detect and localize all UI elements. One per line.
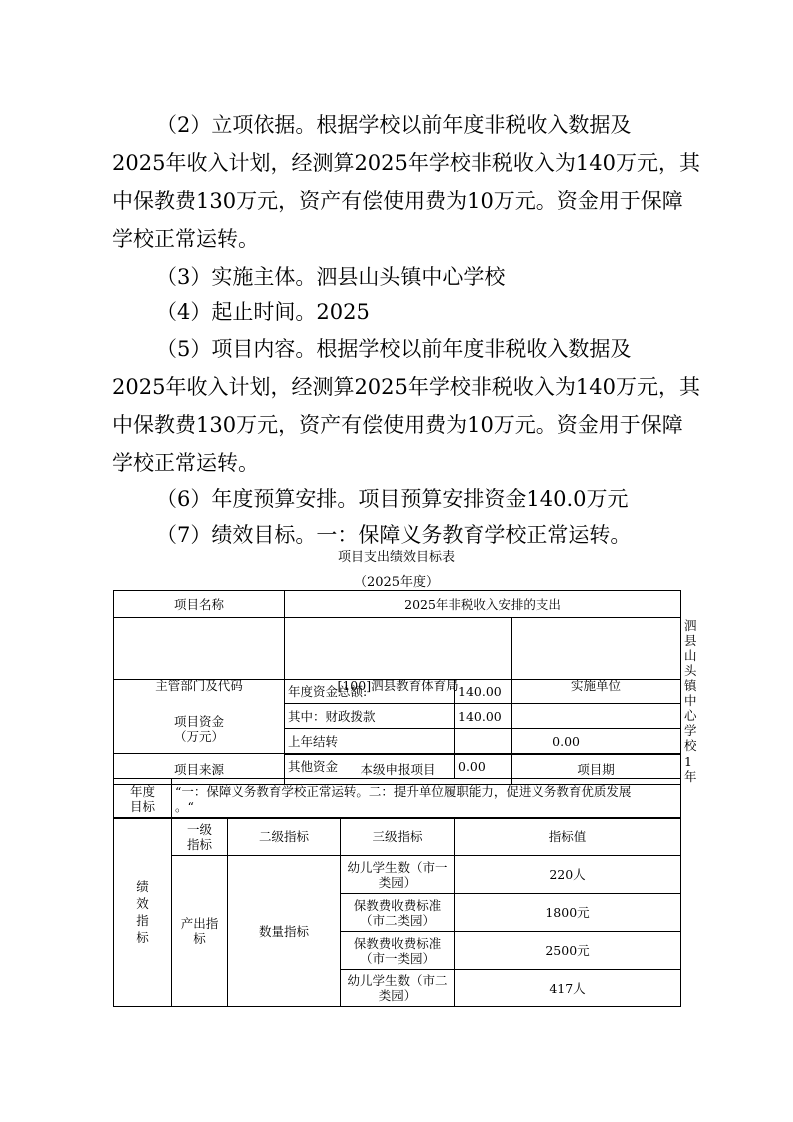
table-row [114,818,681,856]
indicator-value: 1800元 [455,894,681,932]
indicator-name: 保教费收费标准 （市一类园） [341,932,455,970]
table-row [114,856,681,894]
fund-fiscal-label: 其中：财政拨款 [285,704,455,729]
indicator-name: 保教费收费标准 （市二类园） [341,894,455,932]
dept-label: 主管部门及代码 [114,618,285,754]
table-row: 主管部门及代码 [100]泗县教育体育局 实施单位 泗县山头镇中心学 校 [114,618,681,754]
fund-total-value: 140.00 [455,680,681,704]
table-title: 项目支出绩效目标表 [337,550,455,565]
dept-value: [100]泗县教育体育局 [285,618,512,754]
fund-other-label: 其他资金 [285,755,455,779]
paragraph-basis-line-3: 中保教费130万元，资产有偿使用费为10万元。资金用于保障 [112,189,683,213]
paragraph-content-line-3: 中保教费130万元，资产有偿使用费为10万元。资金用于保障 [112,413,683,437]
output-indicator-label: 产出指 标 [172,856,228,1007]
paragraph-basis-line-2: 2025年收入计划，经测算2025年学校非税收入为140万元，其 [112,151,700,175]
fund-label: 项目资金 （万元） [114,680,285,779]
fund-carry-label: 上年结转 [285,729,455,755]
table-row [114,779,681,819]
indicator-name: 幼儿学生数（市一 类园） [341,856,455,894]
fund-fiscal-value: 140.00 [455,704,681,729]
paragraph-basis-line-1: （2）立项依据。根据学校以前年度非税收入数据及 [156,113,632,137]
level3-header: 三级指标 [341,818,455,856]
level2-header: 二级指标 [228,818,341,856]
indicator-value: 2500元 [455,932,681,970]
table-year: （2025年度） [353,575,440,590]
paragraph-budget: （6）年度预算安排。项目预算安排资金140.0万元 [156,487,629,511]
paragraph-content-line-4: 学校正常运转。 [112,451,259,475]
paragraph-goal: （7）绩效目标。一：保障义务教育学校正常运转。 [156,523,632,547]
fund-other-value: 0.00 [455,755,681,779]
indicator-name: 幼儿学生数（市二 类园） [341,970,455,1007]
table-row [114,591,681,618]
quantity-indicator-label: 数量指标 [228,856,341,1007]
paragraph-content-line-2: 2025年收入计划，经测算2025年学校非税收入为140万元，其 [112,375,700,399]
perf-indicator-label: 绩 效 指 标 [114,818,172,1007]
table-row: 项目来源 本级申报项目 项目期 1年 [114,754,681,785]
annual-goal-table [113,778,681,819]
paragraph-content-line-1: （5）项目内容。根据学校以前年度非税收入数据及 [156,337,632,361]
fund-carry-value: 0.00 [455,729,681,755]
project-name-value: 2025年非税收入安排的支出 [285,591,681,618]
fund-table [113,679,681,779]
annual-goal-text: “一：保障义务教育学校正常运转。二：提升单位履职能力，促进义务教育优质发展 。“ [172,779,681,819]
annual-goal-label: 年度 目标 [114,779,172,819]
period-label: 项目期 [512,754,681,785]
indicator-value: 220人 [455,856,681,894]
impl-unit-label: 实施单位 [512,618,681,754]
indicator-value: 417人 [455,970,681,1007]
level1-header: 一级 指标 [172,818,228,856]
source-label: 项目来源 [114,754,285,785]
paragraph-period: （4）起止时间。2025 [156,300,370,324]
fund-total-label: 年度资金总额: [285,680,455,704]
table-row [114,680,681,704]
paragraph-basis-line-4: 学校正常运转。 [112,227,259,251]
indicator-table [113,817,681,1007]
source-value: 本级申报项目 [285,754,512,785]
value-header: 指标值 [455,818,681,856]
paragraph-implementer: （3）实施主体。泗县山头镇中心学校 [156,265,506,289]
project-name-label: 项目名称 [114,591,285,618]
